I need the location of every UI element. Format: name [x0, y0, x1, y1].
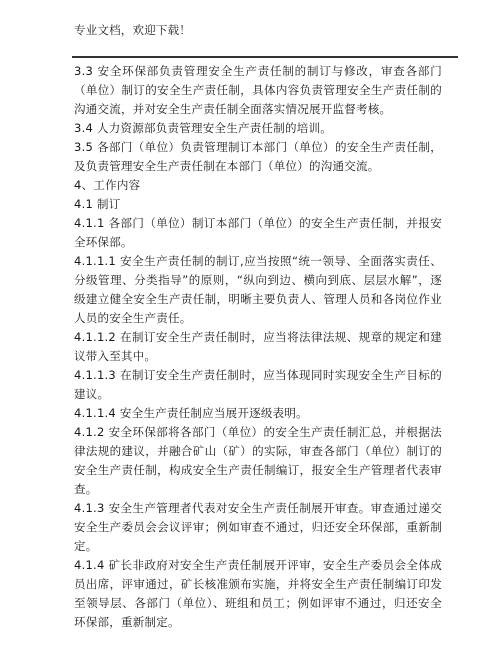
paragraph: 4.1.1.4 安全生产责任制应当展开逐级表明。	[74, 406, 308, 420]
page-header: 专业文档，欢迎下载！	[74, 23, 191, 37]
header-divider	[72, 56, 458, 58]
paragraph: 3.3 安全环保部负责管理安全生产责任制的制订与修改，审查各部门（单位）制订的安全生产责任制，具体内容负责管理安全生产责任制的沟通交流，并对安全生产责任制全面落实情况展开监督考核。	[74, 64, 442, 116]
paragraph: 4.1.2 安全环保部将各部门（单位）的安全生产责任制汇总，并根据法律法规的建议，并融合矿山（矿）的实际，审查各部门（单位）制订的安全生产责任制，构成安全生产责任制编订，报安全生产管理者代表审查。	[74, 425, 442, 496]
paragraph: 3.5 各部门（单位）负责管理制订本部门（单位）的安全生产责任制，及负责管理安全生产责任制在本部门（单位）的沟通交流。	[74, 140, 442, 173]
paragraph: 3.4 人力资源部负责管理安全生产责任制的培训。	[74, 121, 332, 135]
paragraph: 4.1.1 各部门（单位）制订本部门（单位）的安全生产责任制，并报安全环保部。	[74, 216, 442, 249]
section-heading: 4、工作内容	[74, 178, 141, 192]
document-body	[74, 62, 442, 632]
paragraph: 4.1.3 安全生产管理者代表对安全生产责任制展开审查。审查通过递交安全生产委员会会议评审；例如审查不通过，归还安全环保部，重新制定。	[74, 501, 442, 553]
paragraph: 4.1.1.3 在制订安全生产责任制时，应当体现同时实现安全生产目标的建议。	[74, 368, 442, 401]
paragraph: 4.1.1.1 安全生产责任制的制订,应当按照“统一领导、全面落实责任、分级管理、分类指导”的原则，“纵向到边、横向到底、层层水解”，逐级建立健全安全生产责任制，明晰主要负责人、管理人员和各岗位作业人员的安全生产责任。	[74, 254, 442, 325]
paragraph: 4.1.1.2 在制订安全生产责任制时，应当将法律法规、规章的规定和建议带入至其中。	[74, 330, 442, 363]
subsection-heading: 4.1 制订	[74, 197, 121, 211]
paragraph: 4.1.4 矿长非政府对安全生产责任制展开评审，安全生产委员会全体成员出席，评审通过，矿长核准颁布实施，并将安全生产责任制编订印发至领导层、各部门（单位）、班组和员工；例如评审不通过，归还安全环保部，重新制定。	[74, 558, 442, 629]
